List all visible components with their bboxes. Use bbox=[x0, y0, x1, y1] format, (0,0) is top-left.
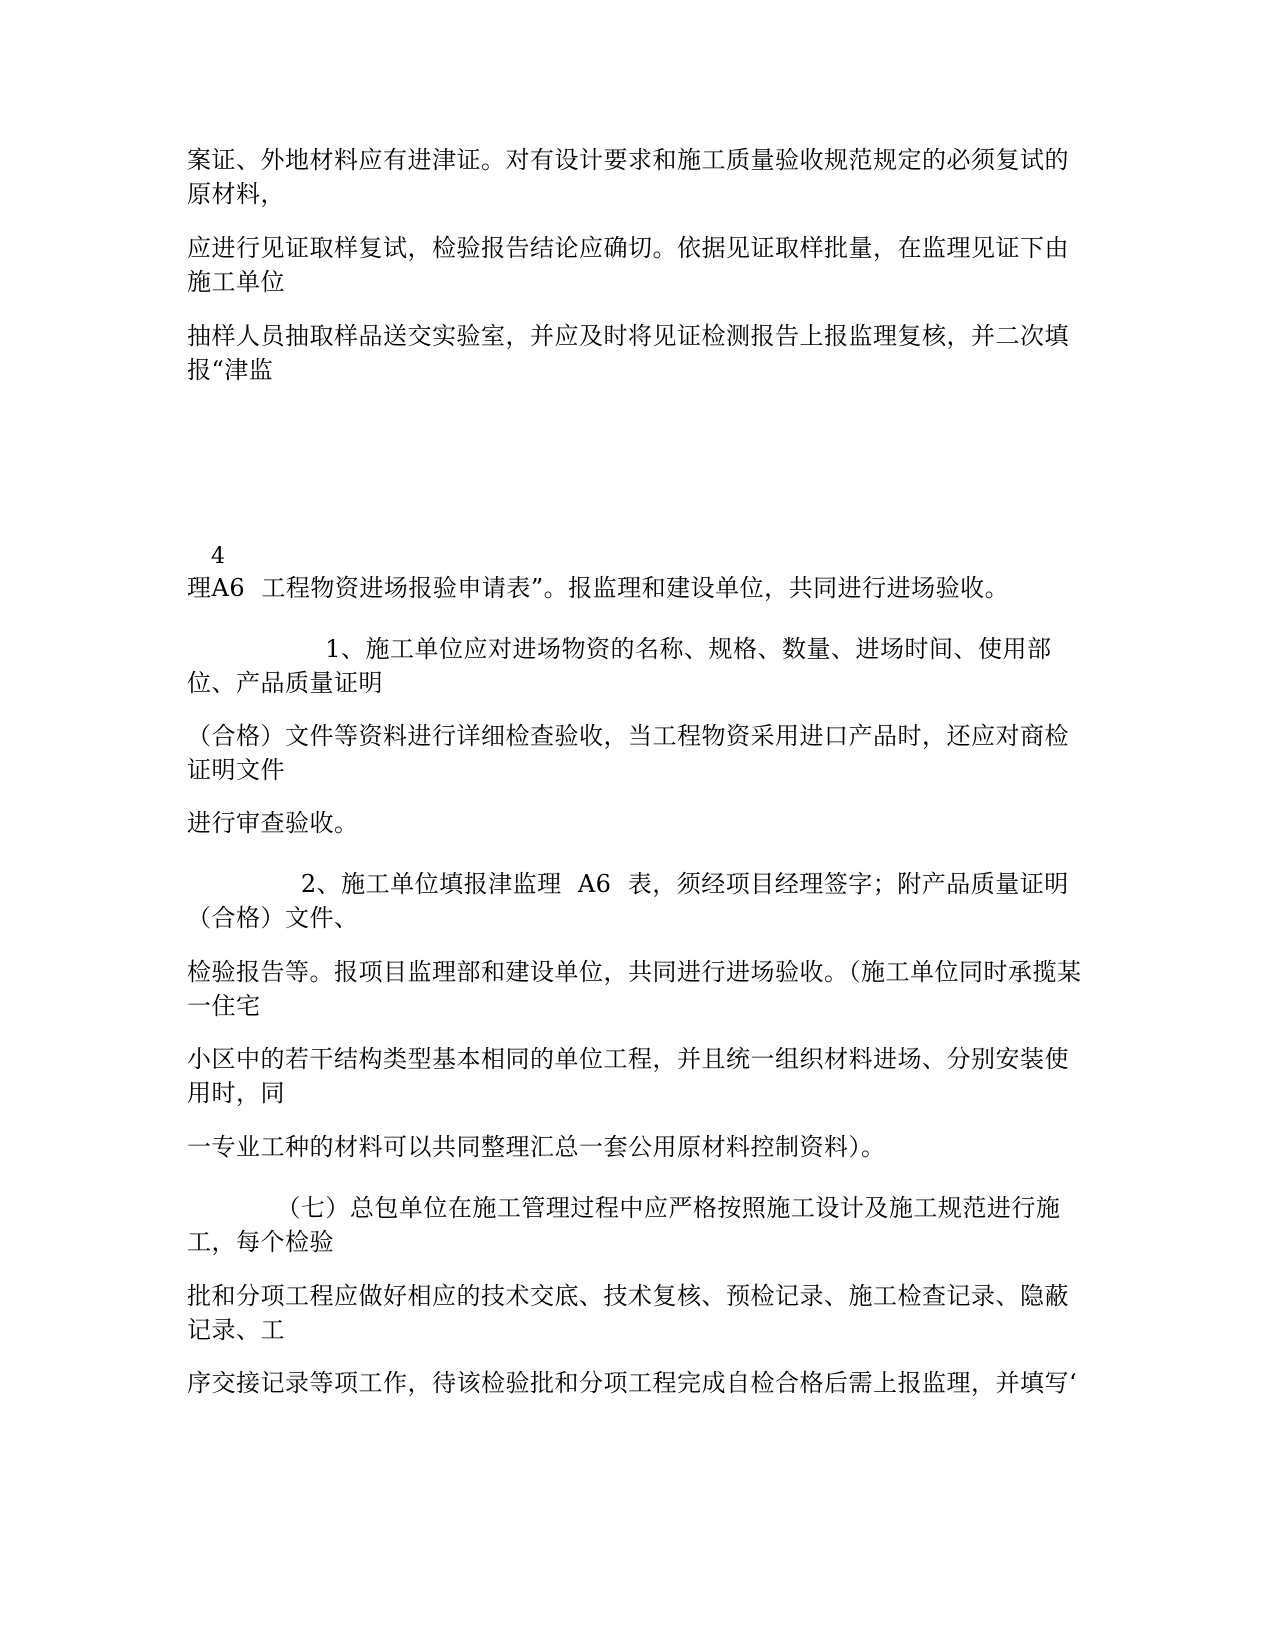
paragraph: 1、施工单位应对进场物资的名称、规格、数量、进场时间、使用部位、产品质量证明 bbox=[187, 635, 1052, 697]
paragraph: 2、施工单位填报津监理 A6 表，须经项目经理签字；附产品质量证明（合格）文件、 bbox=[187, 870, 1069, 932]
paragraph: （七）总包单位在施工管理过程中应严格按照施工设计及施工规范进行施工，每个检验 bbox=[187, 1194, 1061, 1256]
page-number: 4 bbox=[211, 544, 225, 569]
paragraph: 批和分项工程应做好相应的技术交底、技术复核、预检记录、施工检查记录、隐蔽记录、工 bbox=[187, 1282, 1069, 1344]
paragraph: 一专业工种的材料可以共同整理汇总一套公用原材料控制资料）。 bbox=[187, 1133, 886, 1161]
paragraph: 小区中的若干结构类型基本相同的单位工程，并且统一组织材料进场、分别安装使用时，同 bbox=[187, 1045, 1069, 1107]
paragraph: 案证、外地材料应有进津证。对有设计要求和施工质量验收规范规定的必须复试的原材料， bbox=[187, 146, 1069, 208]
paragraph: 序交接记录等项工作，待该检验批和分项工程完成自检合格后需上报监理，并填写‘ bbox=[187, 1369, 1078, 1397]
paragraph: 进行审查验收。 bbox=[187, 809, 359, 837]
paragraph: 应进行见证取样复试，检验报告结论应确切。依据见证取样批量，在监理见证下由施工单位 bbox=[187, 234, 1069, 296]
paragraph: 抽样人员抽取样品送交实验室，并应及时将见证检测报告上报监理复核，并二次填报“津监 bbox=[187, 322, 1069, 384]
paragraph: （合格）文件等资料进行详细检查验收，当工程物资采用进口产品时，还应对商检证明文件 bbox=[187, 722, 1069, 784]
paragraph: 检验报告等。报项目监理部和建设单位，共同进行进场验收。（施工单位同时承揽某一住宅 bbox=[187, 958, 1082, 1020]
paragraph: 理A6 工程物资进场报验申请表”。报监理和建设单位，共同进行进场验收。 bbox=[187, 574, 1010, 602]
